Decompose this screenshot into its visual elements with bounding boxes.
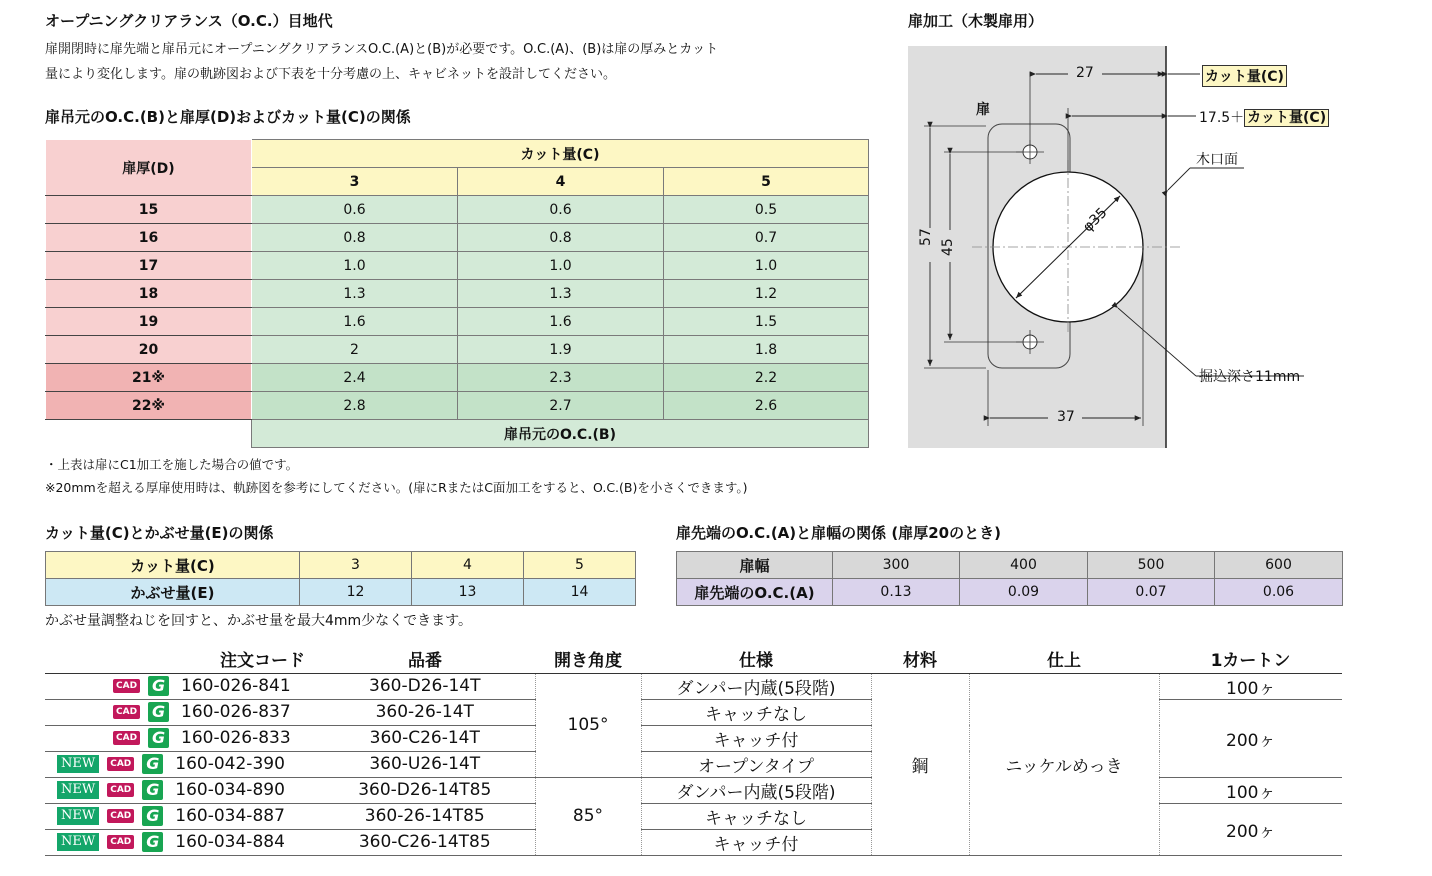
- cut-value-3: 3: [252, 168, 458, 196]
- oc-value: 2.3: [458, 364, 664, 392]
- oc-value: 1.9: [458, 336, 664, 364]
- dim-17-5-label: [1199, 107, 1329, 127]
- oc-a-cell: 0.07: [1088, 579, 1215, 606]
- oc-value: 1.3: [252, 280, 458, 308]
- door-thickness: 19: [46, 308, 252, 336]
- header-part-number: 品番: [315, 645, 535, 673]
- oc-value: 0.7: [664, 224, 869, 252]
- overlay-cell: 12: [300, 579, 412, 606]
- table-e-row1-label: カット量(C): [46, 552, 300, 579]
- order-code: 160-026-841: [181, 676, 291, 696]
- open-angle-85: 85°: [535, 777, 641, 855]
- order-code: 160-034-887: [175, 806, 285, 826]
- table-b-title: 扉吊元のO.C.(B)と扉厚(D)およびカット量(C)の関係: [45, 108, 411, 126]
- spec: オープンタイプ: [641, 751, 871, 777]
- table-a-title: 扉先端のO.C.(A)と扉幅の関係 (扉厚20のとき): [676, 524, 1001, 542]
- diagram-title: 扉加工（木製扉用）: [908, 12, 1044, 30]
- header-angle: 開き角度: [535, 645, 641, 673]
- table-b-footer: 扉吊元のO.C.(B): [252, 420, 869, 448]
- cut-amount-label: カット量(C): [1202, 65, 1287, 87]
- g-icon[interactable]: G: [148, 702, 169, 722]
- oc-value: 0.6: [458, 196, 664, 224]
- carton-qty: 100ヶ: [1159, 673, 1342, 699]
- g-icon[interactable]: G: [142, 754, 163, 774]
- g-icon[interactable]: G: [148, 728, 169, 748]
- door-label: 扉: [976, 102, 990, 118]
- cut-value-5: 5: [664, 168, 869, 196]
- cad-icon[interactable]: CAD: [113, 705, 140, 719]
- header-carton: 1カートン: [1159, 645, 1342, 673]
- door-thickness-header: 扉厚(D): [46, 140, 252, 196]
- oc-value: 1.2: [664, 280, 869, 308]
- table-e-note: かぶせ量調整ねじを回すと、かぶせ量を最大4mm少なくできます。: [45, 613, 473, 629]
- oc-value: 1.0: [458, 252, 664, 280]
- order-code: 160-026-833: [181, 728, 291, 748]
- cad-icon[interactable]: CAD: [107, 783, 134, 797]
- cad-icon[interactable]: CAD: [113, 679, 140, 693]
- oc-value: 1.6: [458, 308, 664, 336]
- header-material: 材料: [871, 645, 969, 673]
- carton-qty: 100ヶ: [1159, 777, 1342, 803]
- new-badge: NEW: [57, 833, 99, 851]
- oc-value: 1.5: [664, 308, 869, 336]
- order-table: [45, 645, 1342, 856]
- depth-label: 掘込深さ11mm: [1199, 369, 1301, 385]
- oc-a-cell: 0.13: [833, 579, 960, 606]
- door-thickness: 20: [46, 336, 252, 364]
- oc-value: 2.2: [664, 364, 869, 392]
- cut-amount-label-2: カット量(C): [1244, 109, 1329, 127]
- oc-value: 0.6: [252, 196, 458, 224]
- dim-17-5-text: 17.5＋: [1199, 110, 1245, 126]
- oc-value: 1.0: [252, 252, 458, 280]
- overlay-cell: 14: [524, 579, 636, 606]
- cad-icon[interactable]: CAD: [107, 835, 134, 849]
- door-thickness: 16: [46, 224, 252, 252]
- carton-qty: 200ヶ: [1159, 699, 1342, 777]
- part-number: 360-C26-14T: [315, 725, 535, 751]
- dim-45-label: 45: [940, 238, 956, 256]
- edge-label: 木口面: [1196, 152, 1238, 168]
- oc-value: 2.8: [252, 392, 458, 420]
- header-order-code: 注文コード: [45, 645, 315, 673]
- part-number: 360-26-14T85: [315, 803, 535, 829]
- header-finish: 仕上: [969, 645, 1159, 673]
- oc-value: 2.4: [252, 364, 458, 392]
- new-badge: NEW: [57, 807, 99, 825]
- material: 鋼: [871, 673, 969, 855]
- table-e-title: カット量(C)とかぶせ量(E)の関係: [45, 524, 274, 542]
- oc-a-cell: 0.09: [960, 579, 1088, 606]
- table-e-row2-label: かぶせ量(E): [46, 579, 300, 606]
- oc-value: 2.7: [458, 392, 664, 420]
- cad-icon[interactable]: CAD: [107, 757, 134, 771]
- intro-title: オープニングクリアランス（O.C.）目地代: [45, 12, 333, 30]
- oc-value: 0.5: [664, 196, 869, 224]
- spec: キャッチ付: [641, 725, 871, 751]
- table-b-note-2: ※20mmを超える厚扉使用時は、軌跡図を参考にしてください。(扉にRまたはC面加工をすると、O.C.(B)を小さくできます。): [45, 480, 748, 495]
- table-a-row1-label: 扉幅: [677, 552, 833, 579]
- dim-35-label: φ35: [1080, 204, 1111, 236]
- cut-cell: 5: [524, 552, 636, 579]
- g-icon[interactable]: G: [142, 780, 163, 800]
- dim-57-label: 57: [918, 228, 934, 246]
- part-number: 360-26-14T: [315, 699, 535, 725]
- oc-value: 0.8: [252, 224, 458, 252]
- table-row: [45, 673, 1342, 699]
- cad-icon[interactable]: CAD: [107, 809, 134, 823]
- oc-value: 2: [252, 336, 458, 364]
- door-thickness: 18: [46, 280, 252, 308]
- cut-value-4: 4: [458, 168, 664, 196]
- cut-header: カット量(C): [252, 140, 869, 168]
- table-a-row2-label: 扉先端のO.C.(A): [677, 579, 833, 606]
- oc-a-cell: 0.06: [1215, 579, 1343, 606]
- finish: ニッケルめっき: [969, 673, 1159, 855]
- order-code: 160-034-884: [175, 832, 285, 852]
- door-thickness: 22※: [46, 392, 252, 420]
- open-angle-105: 105°: [535, 673, 641, 777]
- new-badge: NEW: [57, 781, 99, 799]
- width-cell: 400: [960, 552, 1088, 579]
- oc-value: 1.0: [664, 252, 869, 280]
- carton-qty: 200ヶ: [1159, 803, 1342, 855]
- width-cell: 500: [1088, 552, 1215, 579]
- door-thickness: 15: [46, 196, 252, 224]
- oc-value: 1.3: [458, 280, 664, 308]
- door-thickness: 21※: [46, 364, 252, 392]
- spec: ダンパー内蔵(5段階): [641, 777, 871, 803]
- dim-27-label: 27: [1076, 65, 1094, 81]
- oc-value: 1.8: [664, 336, 869, 364]
- dim-37-label: 37: [1057, 409, 1075, 425]
- door-thickness: 17: [46, 252, 252, 280]
- order-code: 160-034-890: [175, 780, 285, 800]
- width-cell: 600: [1215, 552, 1343, 579]
- spec: キャッチなし: [641, 699, 871, 725]
- g-icon[interactable]: G: [148, 676, 169, 696]
- cut-cell: 4: [412, 552, 524, 579]
- spec: キャッチなし: [641, 803, 871, 829]
- oc-value: 2.6: [664, 392, 869, 420]
- g-icon[interactable]: G: [142, 806, 163, 826]
- spec: キャッチ付: [641, 829, 871, 855]
- width-cell: 300: [833, 552, 960, 579]
- order-code: 160-026-837: [181, 702, 291, 722]
- g-icon[interactable]: G: [142, 832, 163, 852]
- part-number: 360-C26-14T85: [315, 829, 535, 855]
- cut-cell: 3: [300, 552, 412, 579]
- order-code: 160-042-390: [175, 754, 285, 774]
- part-number: 360-D26-14T: [315, 673, 535, 699]
- table-b-note-1: ・上表は扉にC1加工を施した場合の値です。: [45, 457, 299, 472]
- intro-text-1: 扉開閉時に扉先端と扉吊元にオープニングクリアランスO.C.(A)と(B)が必要です。O.C.(A)、(B)は扉の厚みとカット: [45, 42, 719, 57]
- overlay-cell: 13: [412, 579, 524, 606]
- oc-value: 0.8: [458, 224, 664, 252]
- oc-value: 1.6: [252, 308, 458, 336]
- intro-text-2: 量により変化します。扉の軌跡図および下表を十分考慮の上、キャビネットを設計してください。: [45, 67, 616, 82]
- part-number: 360-U26-14T: [315, 751, 535, 777]
- part-number: 360-D26-14T85: [315, 777, 535, 803]
- cad-icon[interactable]: CAD: [113, 731, 140, 745]
- spec: ダンパー内蔵(5段階): [641, 673, 871, 699]
- header-spec: 仕様: [641, 645, 871, 673]
- new-badge: NEW: [57, 755, 99, 773]
